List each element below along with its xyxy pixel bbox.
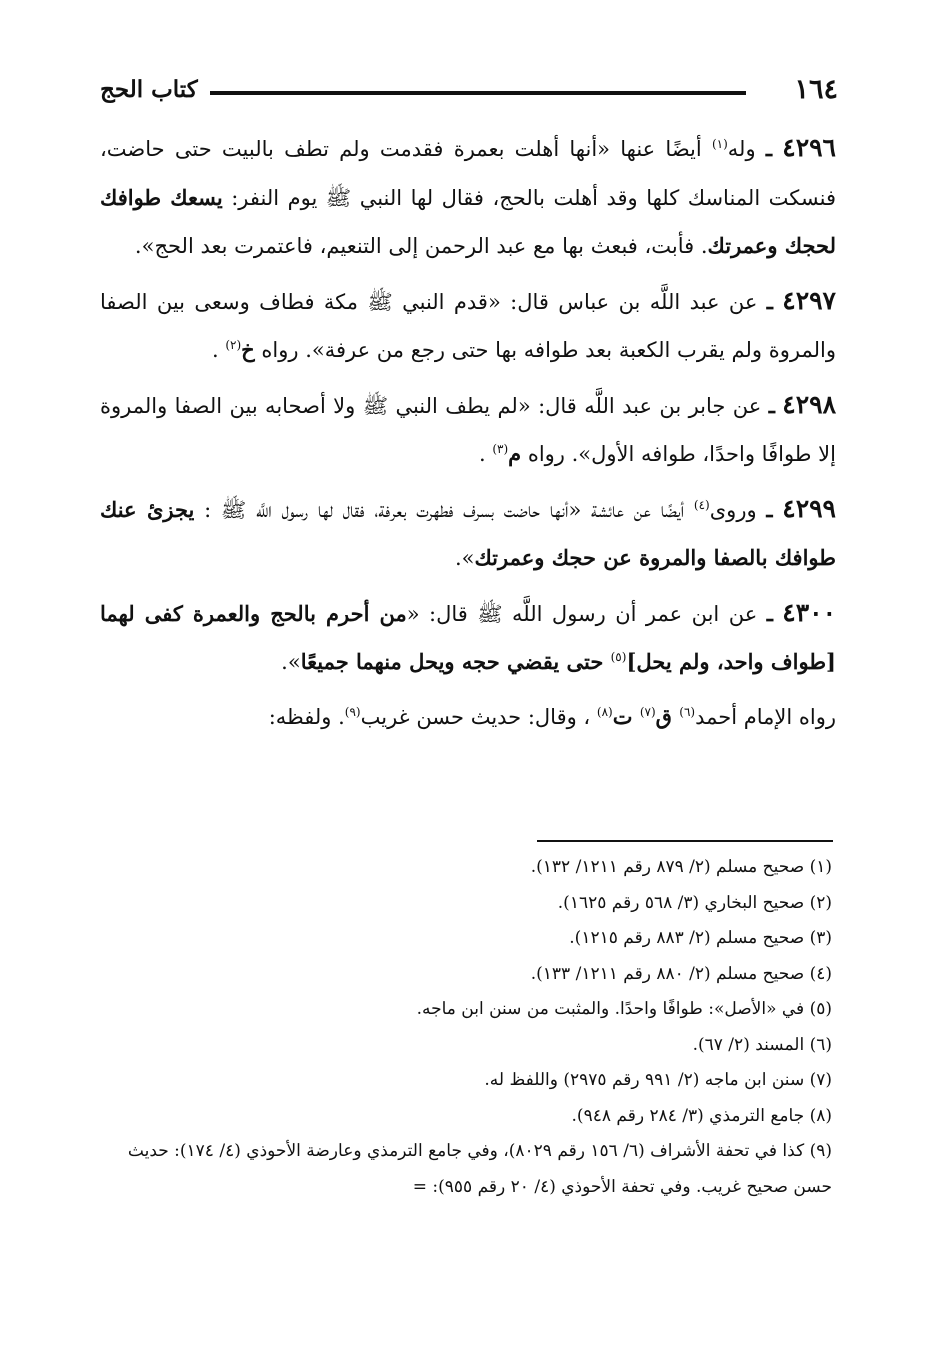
closing-text: ، وقال: حديث حسن غريب xyxy=(360,704,597,729)
hadith-text: أيضًا عن عائشة «أنها حاضت بسرف فطهرت بعرفة، فقال لها رسول اللَّه ﷺ : xyxy=(194,497,694,522)
page-header xyxy=(100,70,838,114)
hadith-text: ». xyxy=(454,546,475,570)
hadith-text: عن ابن عمر أن رسول اللَّه ﷺ قال: « xyxy=(406,601,758,626)
footnote-ref[interactable]: (٩) xyxy=(344,704,361,719)
hadith-text: ». xyxy=(281,650,301,674)
footnote-1: (١) صحيح مسلم (٢/ ٨٧٩ رقم ١٢١١/ ١٣٢). xyxy=(530,857,832,877)
hadith-number: ٤٢٩٧ xyxy=(782,285,836,315)
hadith-4296 xyxy=(100,124,836,271)
hadith-text: عن عبد اللَّه بن عباس قال: «قدم النبي ﷺ مكة فطاف وسعى بين الصفا والمروة ولم يقرب الكعبة بعد طوافه بها حتى رجع من عرفة». رواه xyxy=(100,289,836,362)
footnote-ref[interactable]: (١) xyxy=(711,137,728,151)
hadith-4299 xyxy=(100,485,836,583)
footnote-9: (٩) كذا في تحفة الأشراف (٦/ ١٥٦ رقم ٨٠٢٩)، وفي جامع الترمذي وعارضة الأحوذي (٤/ ١٧٤): حديث حسن صحيح غريب. وفي تحفة الأحوذي (٤/ ٢٠ رقم ٩٥٥): = xyxy=(127,1141,832,1197)
number-dash: ـ xyxy=(766,496,773,522)
footnote-ref[interactable]: (٨) xyxy=(596,704,613,719)
hadith-bold-text: حتى يقضي حجه ويحل منهما جميعًا xyxy=(300,649,611,674)
hadith-4297 xyxy=(100,277,836,375)
hadith-text: عن جابر بن عبد اللَّه قال: «لم يطف النبي ﷺ ولا أصحابه بين الصفا والمروة إلا طوافًا واحدًا، طوافه الأول». رواه xyxy=(100,393,836,466)
closing-text: . ولفظه: xyxy=(268,704,345,729)
book-title: كتاب الحج xyxy=(100,76,198,103)
footnote-separator xyxy=(537,840,833,842)
page-number: ١٦٤ xyxy=(794,74,838,105)
number-dash: ـ xyxy=(766,288,773,314)
footnote-ref[interactable]: (٦) xyxy=(679,704,696,719)
footnote-ref[interactable]: (٤) xyxy=(693,497,710,512)
hadith-number: ٤٢٩٨ xyxy=(782,389,836,419)
footnote-ref[interactable]: (٣) xyxy=(492,442,509,456)
hadith-text: . فأبت، فبعث بها مع عبد الرحمن إلى التنعيم، فاعتمرت بعد الحج». xyxy=(134,234,708,258)
footnote-7: (٧) سنن ابن ماجه (٢/ ٩٩١ رقم ٢٩٧٥) واللفظ له. xyxy=(484,1070,832,1090)
source-siglum: ق xyxy=(655,703,680,729)
hadith-4300 xyxy=(100,589,836,687)
source-siglum: خ xyxy=(241,337,255,362)
number-dash: ـ xyxy=(766,600,773,626)
hadith-text: أيضًا عنها «أنها أهلت بعمرة فقدمت ولم تطف بالبيت حتى حاضت، فنسكت المناسك كلها وقد أهلت بالحج، فقال لها النبي ﷺ يوم النفر: xyxy=(100,137,836,210)
hadith-text: . xyxy=(478,442,493,466)
hadith-number: ٤٢٩٩ xyxy=(782,493,836,523)
footnote-ref[interactable]: (٧) xyxy=(639,704,656,719)
hadith-number: ٤٢٩٦ xyxy=(782,133,836,162)
closing-text: رواه الإمام أحمد xyxy=(695,704,836,729)
header-rule xyxy=(210,91,746,95)
footnote-8: (٨) جامع الترمذي (٣/ ٢٨٤ رقم ٩٤٨). xyxy=(571,1105,832,1126)
hadith-4298 xyxy=(100,381,836,479)
footnote-6: (٦) المسند (٢/ ٦٧). xyxy=(692,1034,832,1055)
hadith-number: ٤٣٠٠ xyxy=(782,597,837,627)
footnote-2: (٢) صحيح البخاري (٣/ ٥٦٨ رقم ١٦٢٥). xyxy=(557,892,832,913)
hadith-text: وله xyxy=(727,137,756,161)
footnotes xyxy=(104,850,832,1205)
hadith-bold-text: يجزئ عنك طوافك بالصفا والمروة عن حجك وعمرتك xyxy=(100,496,836,570)
hadith-bold-text: من أحرم بالحج والعمرة كفى لهما [طواف واحد، ولم يحل] xyxy=(100,600,836,674)
footnote-ref[interactable]: (٢) xyxy=(225,338,242,352)
number-dash: ـ xyxy=(768,392,775,418)
hadith-bold-text: يسعك طوافك لحجك وعمرتك xyxy=(100,184,836,258)
source-siglum: ت xyxy=(612,703,640,729)
hadith-text: وروى xyxy=(709,497,757,522)
footnote-ref[interactable]: (٥) xyxy=(610,650,627,664)
closing-line xyxy=(100,693,836,742)
source-siglum: م xyxy=(508,441,522,466)
footnote-5: (٥) في «الأصل»: طوافًا واحدًا. والمثبت من سنن ابن ماجه. xyxy=(416,999,832,1019)
footnote-3: (٣) صحيح مسلم (٢/ ٨٨٣ رقم ١٢١٥). xyxy=(569,928,832,948)
hadith-text: . xyxy=(211,338,226,362)
footnote-4: (٤) صحيح مسلم (٢/ ٨٨٠ رقم ١٢١١/ ١٣٣). xyxy=(530,963,832,984)
number-dash: ـ xyxy=(765,136,773,161)
main-text xyxy=(100,124,836,741)
